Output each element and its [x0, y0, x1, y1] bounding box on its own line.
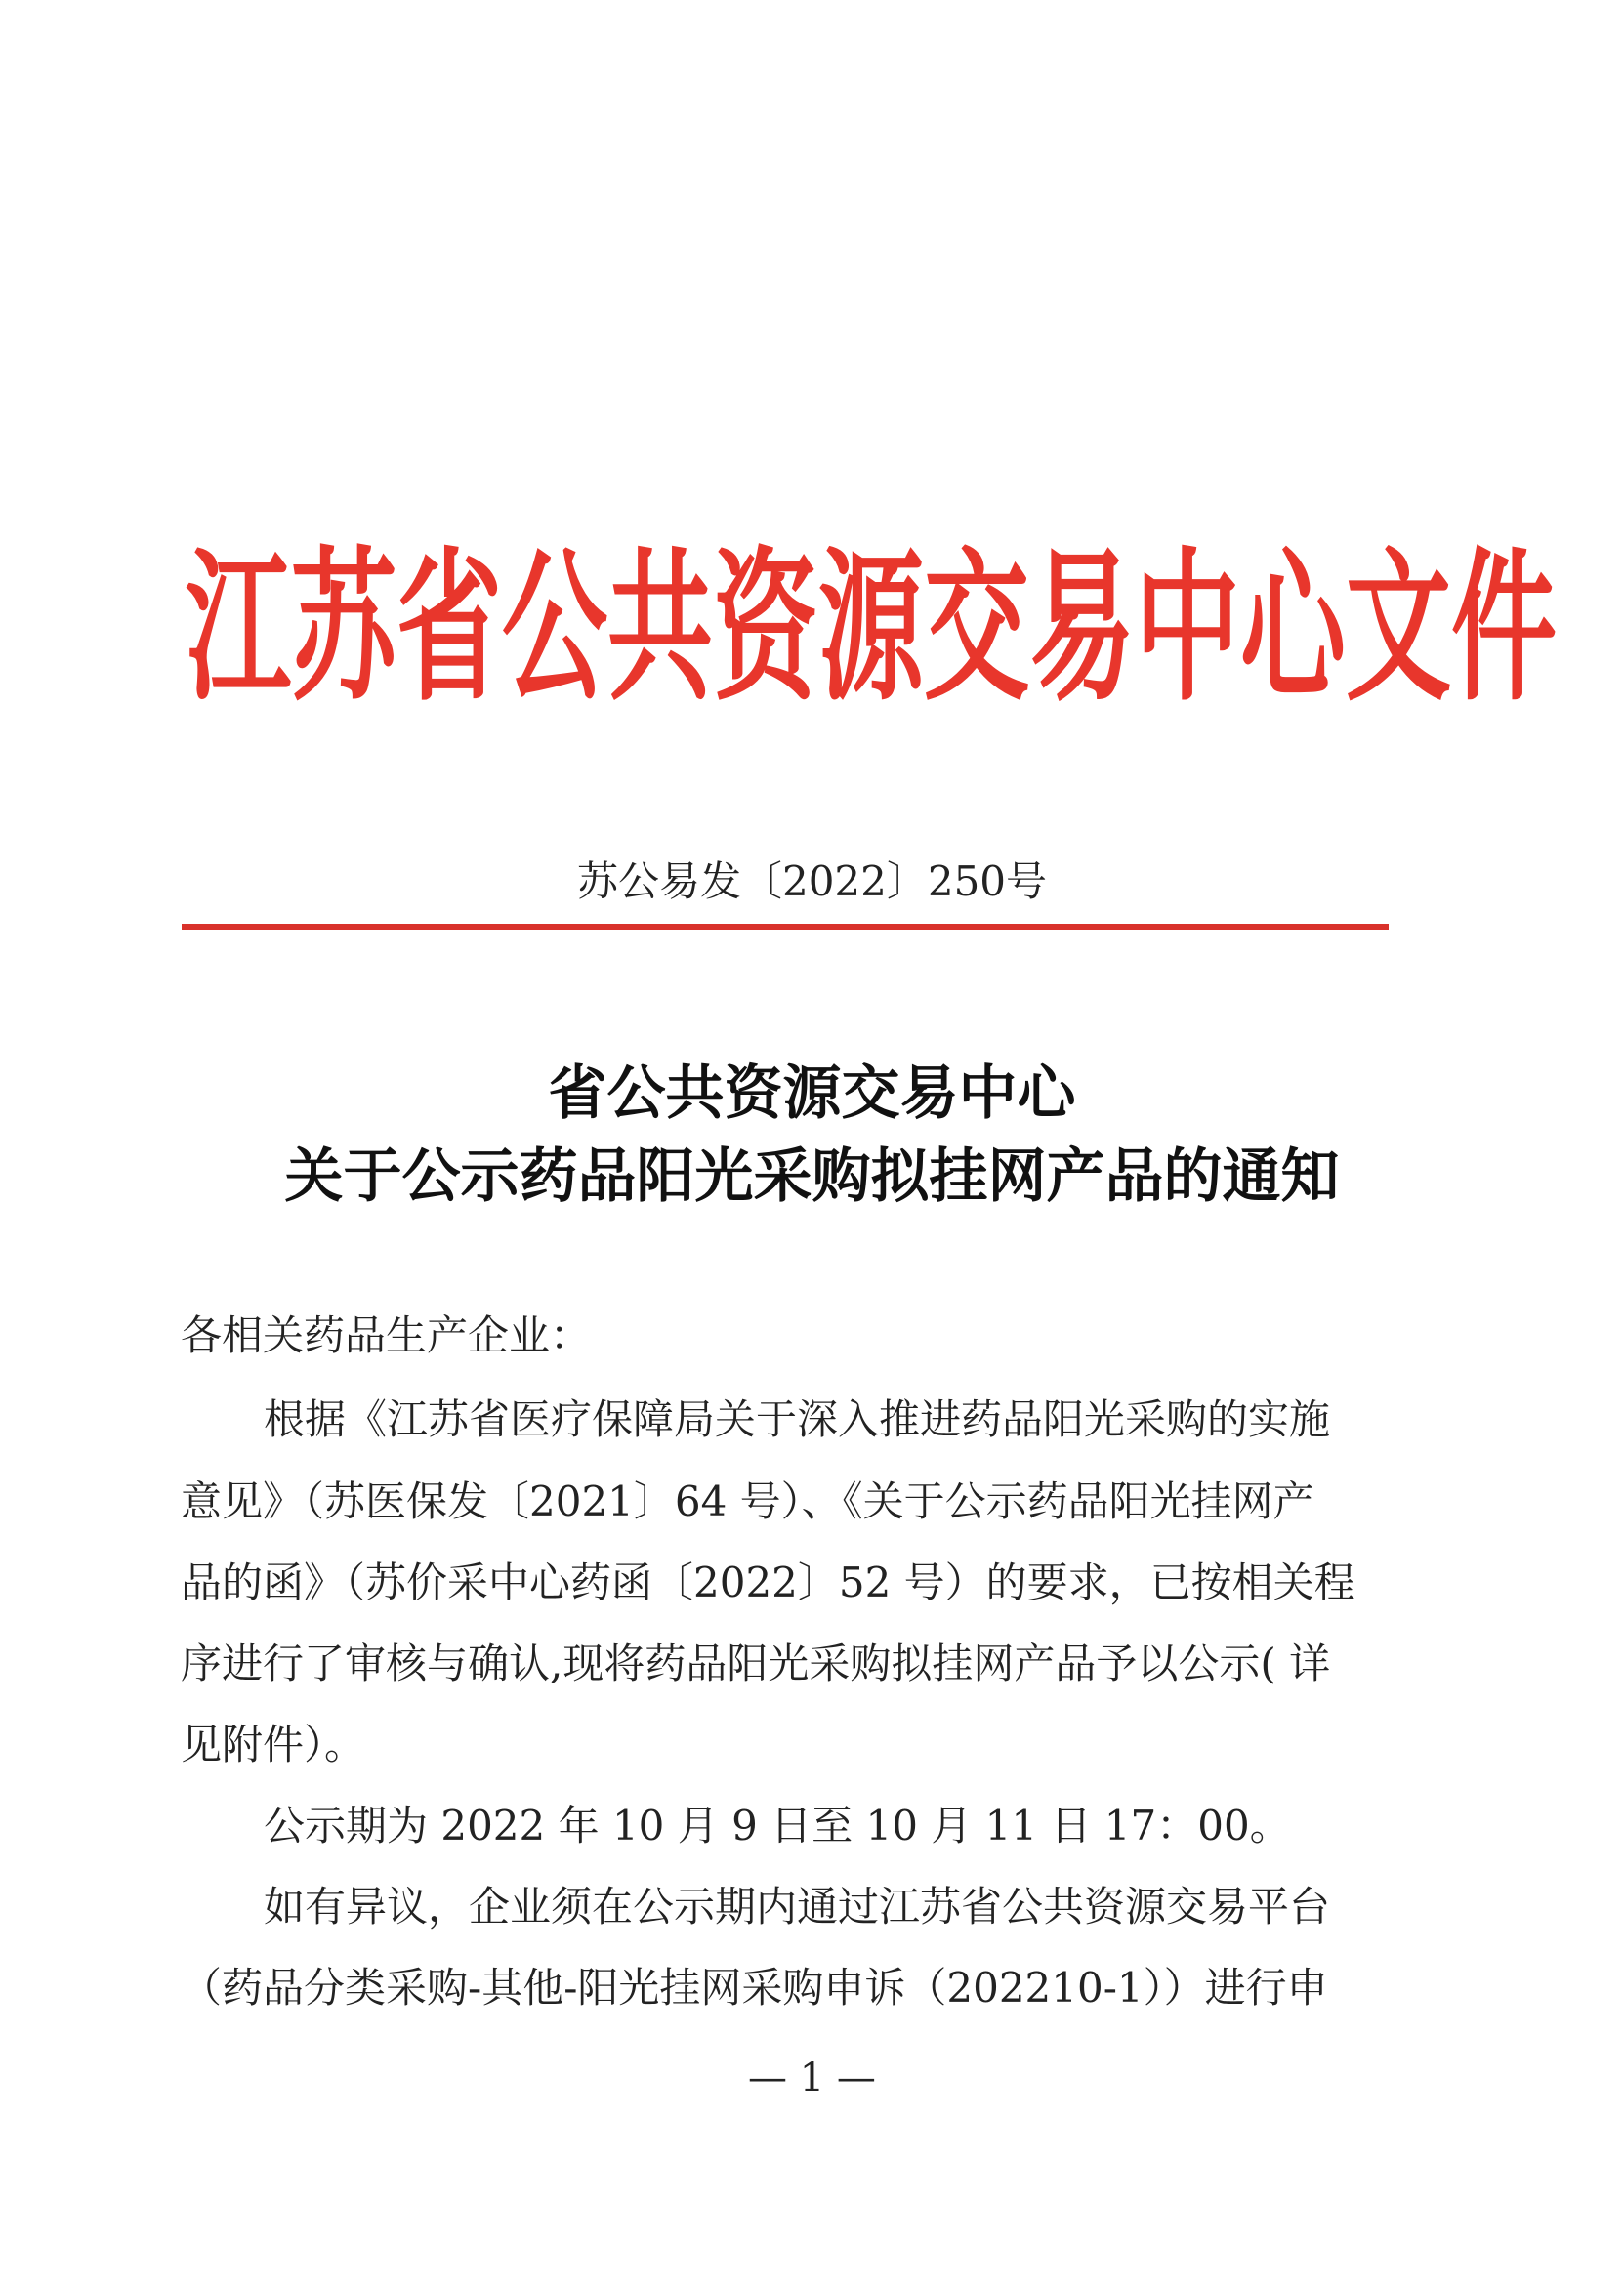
notice-title-line-1: 省公共资源交易中心 [548, 1060, 1076, 1128]
body-line-3: 品的函》（苏价采中心药函〔2022〕52 号）的要求，已按相关程 [181, 1559, 1355, 1606]
objection-line-1: 如有异议，企业须在公示期内通过江苏省公共资源交易平台 [264, 1883, 1331, 1931]
notice-title-line-2: 关于公示药品阳光采购拟挂网产品的通知 [284, 1143, 1340, 1211]
objection-line-2: （药品分类采购-其他-阳光挂网采购申诉（202210-1））进行申 [181, 1964, 1328, 2012]
salutation: 各相关药品生产企业： [181, 1311, 592, 1359]
body-line-5: 见附件）。 [181, 1721, 366, 1768]
body-line-4: 序进行了审核与确认,现将药品阳光采购拟挂网产品予以公示( 详 [181, 1640, 1331, 1687]
publicity-period-line: 公示期为 2022 年 10 月 9 日至 10 月 11 日 17：00。 [264, 1802, 1291, 1850]
body-line-1: 根据《江苏省医疗保障局关于深入推进药品阳光采购的实施 [264, 1395, 1331, 1443]
red-divider-line [182, 924, 1389, 930]
document-masthead: 江苏省公共资源交易中心文件 [186, 534, 1558, 725]
document-number: 苏公易发〔2022〕250号 [576, 857, 1048, 905]
body-line-2: 意见》（苏医保发〔2021〕64 号）、《关于公示药品阳光挂网产 [181, 1477, 1314, 1525]
page-number: — 1 — [748, 2056, 876, 2100]
